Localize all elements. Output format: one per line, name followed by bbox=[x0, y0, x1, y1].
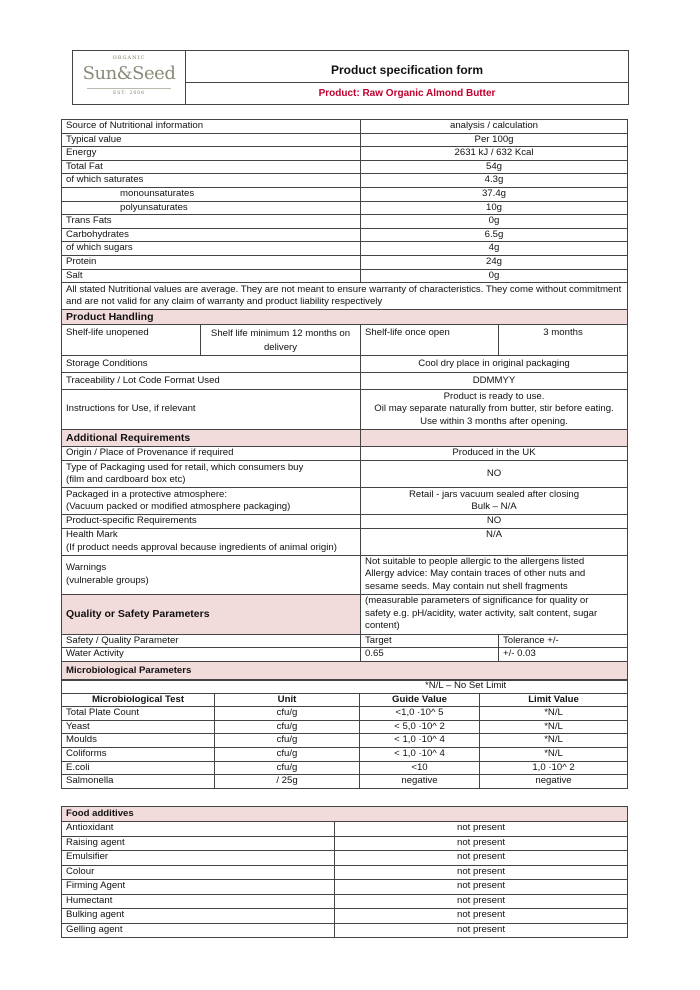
origin-value: Produced in the UK bbox=[361, 447, 628, 461]
header-title-cell bbox=[186, 51, 628, 104]
quality-parameter-header: Safety / Quality Parameter bbox=[62, 634, 361, 648]
nutrition-value: 37.4g bbox=[361, 187, 628, 201]
nutrition-value: 4.3g bbox=[361, 174, 628, 188]
micro-header-guide: Guide Value bbox=[360, 693, 480, 707]
nutrition-row bbox=[62, 215, 628, 229]
product-name: Product: Raw Organic Almond Butter bbox=[318, 88, 496, 99]
header bbox=[72, 50, 629, 105]
nutrition-label: monounsaturates bbox=[62, 187, 361, 201]
nutrition-label: Salt bbox=[62, 269, 361, 283]
section-microbiological: Microbiological Parameters bbox=[62, 661, 628, 680]
table-row bbox=[62, 851, 628, 866]
table-row bbox=[62, 761, 628, 775]
nutrition-label: Typical value bbox=[62, 133, 361, 147]
water-activity-target: 0.65 bbox=[361, 648, 499, 662]
nutrition-value: 6.5g bbox=[361, 228, 628, 242]
nutrition-row bbox=[62, 133, 628, 147]
additive-name: Raising agent bbox=[62, 836, 335, 851]
logo-est-text: EST. 2006 bbox=[112, 91, 146, 96]
nutrition-row bbox=[62, 147, 628, 161]
traceability-value: DDMMYY bbox=[361, 373, 628, 390]
nutrition-row bbox=[62, 201, 628, 215]
micro-test: Coliforms bbox=[62, 747, 215, 761]
instructions-line: Use within 3 months after opening. bbox=[420, 415, 568, 427]
table-row bbox=[62, 865, 628, 880]
warnings-value-line: Not suitable to people allergic to the allergens listed bbox=[365, 555, 585, 567]
micro-header-row bbox=[62, 693, 628, 707]
nutrition-label: Trans Fats bbox=[62, 215, 361, 229]
nutrition-row bbox=[62, 187, 628, 201]
form-title: Product specification form bbox=[186, 51, 628, 83]
health-mark-label-line: Health Mark bbox=[66, 529, 118, 541]
table-row bbox=[62, 720, 628, 734]
quality-target-header: Target bbox=[361, 634, 499, 648]
origin-label: Origin / Place of Provenance if required bbox=[62, 447, 361, 461]
nutrition-label: Protein bbox=[62, 255, 361, 269]
additive-name: Bulking agent bbox=[62, 909, 335, 924]
nutrition-row bbox=[62, 160, 628, 174]
atmosphere-label bbox=[62, 488, 361, 515]
micro-guide: < 1,0 ·10^ 4 bbox=[360, 734, 480, 748]
additive-status: not present bbox=[335, 851, 628, 866]
micro-limit: *N/L bbox=[480, 720, 628, 734]
nutrition-row bbox=[62, 228, 628, 242]
health-mark-value: N/A bbox=[361, 528, 628, 555]
nutrition-label: Total Fat bbox=[62, 160, 361, 174]
warnings-value-line: Allergy advice: May contain traces of other nuts and bbox=[365, 568, 586, 580]
instructions-label: Instructions for Use, if relevant bbox=[62, 390, 361, 430]
micro-limit: *N/L bbox=[480, 707, 628, 721]
table-row bbox=[62, 836, 628, 851]
spec-table bbox=[61, 119, 628, 681]
storage-value: Cool dry place in original packaging bbox=[361, 356, 628, 373]
additive-name: Firming Agent bbox=[62, 880, 335, 895]
micro-limit: *N/L bbox=[480, 734, 628, 748]
section-additional-requirements: Additional Requirements bbox=[62, 430, 361, 447]
micro-guide: <10 bbox=[360, 761, 480, 775]
micro-header-limit: Limit Value bbox=[480, 693, 628, 707]
nutrition-disclaimer: All stated Nutritional values are average. They are not meant to ensure warranty of characteristics. They come without commitment and are not valid for any claim of warranty and product liability respectively bbox=[62, 283, 628, 310]
nutrition-label: Energy bbox=[62, 147, 361, 161]
specific-requirements-label: Product-specific Requirements bbox=[62, 515, 361, 529]
additive-name: Humectant bbox=[62, 894, 335, 909]
table-row bbox=[62, 707, 628, 721]
micro-limit: negative bbox=[480, 775, 628, 789]
logo-divider bbox=[87, 88, 171, 89]
quality-description-line: safety e.g. pH/acidity, water activity, salt content, sugar bbox=[365, 607, 598, 619]
additives-table bbox=[61, 806, 628, 938]
micro-table bbox=[61, 679, 628, 789]
nutrition-value: Per 100g bbox=[361, 133, 628, 147]
instructions-value bbox=[361, 390, 628, 430]
atmosphere-value-bulk: Bulk – N/A bbox=[471, 501, 517, 513]
micro-guide: < 1,0 ·10^ 4 bbox=[360, 747, 480, 761]
nutrition-label: polyunsaturates bbox=[62, 201, 361, 215]
micro-test: E.coli bbox=[62, 761, 215, 775]
traceability-label: Traceability / Lot Code Format Used bbox=[62, 373, 361, 390]
atmosphere-label-note: (Vacuum packed or modified atmosphere packaging) bbox=[66, 501, 291, 513]
packaging-label-line: Type of Packaging used for retail, which consumers buy bbox=[66, 461, 304, 473]
micro-test: Moulds bbox=[62, 734, 215, 748]
micro-guide: <1,0 ·10^ 5 bbox=[360, 707, 480, 721]
table-row bbox=[62, 894, 628, 909]
logo-wordmark: Sun&Seed bbox=[82, 63, 176, 84]
warnings-label bbox=[62, 555, 361, 594]
micro-guide: negative bbox=[360, 775, 480, 789]
micro-unit: cfu/g bbox=[215, 747, 360, 761]
instructions-line: Oil may separate naturally from butter, stir before eating. bbox=[374, 403, 614, 415]
nutrition-row bbox=[62, 120, 628, 134]
section-quality-safety: Quality or Safety Parameters bbox=[62, 594, 361, 634]
table-row bbox=[62, 734, 628, 748]
nutrition-value: 4g bbox=[361, 242, 628, 256]
nutrition-row bbox=[62, 242, 628, 256]
nutrition-row bbox=[62, 269, 628, 283]
additive-status: not present bbox=[335, 923, 628, 938]
micro-limit: 1,0 ·10^ 2 bbox=[480, 761, 628, 775]
health-mark-label-note: (If product needs approval because ingredients of animal origin) bbox=[66, 541, 337, 553]
water-activity-tolerance: +/- 0.03 bbox=[499, 648, 628, 662]
nutrition-label: of which saturates bbox=[62, 174, 361, 188]
quality-description-line: (measurable parameters of significance for quality or bbox=[365, 595, 589, 607]
additive-name: Gelling agent bbox=[62, 923, 335, 938]
additive-status: not present bbox=[335, 865, 628, 880]
storage-label: Storage Conditions bbox=[62, 356, 361, 373]
additive-name: Emulsifier bbox=[62, 851, 335, 866]
nutrition-label: Source of Nutritional information bbox=[62, 120, 361, 134]
micro-unit: cfu/g bbox=[215, 720, 360, 734]
nutrition-row bbox=[62, 255, 628, 269]
micro-unit: cfu/g bbox=[215, 761, 360, 775]
section-food-additives: Food additives bbox=[62, 807, 628, 822]
table-row bbox=[62, 775, 628, 789]
micro-unit: cfu/g bbox=[215, 734, 360, 748]
nutrition-value: analysis / calculation bbox=[361, 120, 628, 134]
warnings-label-note: (vulnerable groups) bbox=[66, 574, 149, 586]
additive-status: not present bbox=[335, 822, 628, 837]
atmosphere-value bbox=[361, 488, 628, 515]
micro-test: Yeast bbox=[62, 720, 215, 734]
nutrition-label: Carbohydrates bbox=[62, 228, 361, 242]
additive-status: not present bbox=[335, 880, 628, 895]
micro-limit: *N/L bbox=[480, 747, 628, 761]
packaging-value: NO bbox=[361, 461, 628, 488]
additive-status: not present bbox=[335, 836, 628, 851]
micro-guide: < 5,0 ·10^ 2 bbox=[360, 720, 480, 734]
logo-organic-text: ORGANIC bbox=[112, 55, 146, 61]
health-mark-label bbox=[62, 528, 361, 555]
additive-status: not present bbox=[335, 909, 628, 924]
additive-name: Colour bbox=[62, 865, 335, 880]
shelf-life-open-value: 3 months bbox=[499, 325, 628, 356]
instructions-line: Product is ready to use. bbox=[443, 390, 545, 402]
brand-logo bbox=[73, 51, 186, 104]
shelf-life-unopened-value: Shelf life minimum 12 months on delivery bbox=[201, 325, 361, 356]
warnings-label-line: Warnings bbox=[66, 562, 107, 574]
micro-test: Salmonella bbox=[62, 775, 215, 789]
table-row bbox=[62, 909, 628, 924]
nutrition-label: of which sugars bbox=[62, 242, 361, 256]
water-activity-label: Water Activity bbox=[62, 648, 361, 662]
additive-status: not present bbox=[335, 894, 628, 909]
nutrition-row bbox=[62, 174, 628, 188]
warnings-value bbox=[361, 555, 628, 594]
quality-description bbox=[361, 594, 628, 634]
micro-header-test: Microbiological Test bbox=[62, 693, 215, 707]
nutrition-value: 2631 kJ / 632 Kcal bbox=[361, 147, 628, 161]
table-row bbox=[62, 880, 628, 895]
packaging-label bbox=[62, 461, 361, 488]
micro-test: Total Plate Count bbox=[62, 707, 215, 721]
quality-description-line: content) bbox=[365, 620, 400, 632]
nutrition-value: 10g bbox=[361, 201, 628, 215]
table-row bbox=[62, 923, 628, 938]
micro-unit: / 25g bbox=[215, 775, 360, 789]
section-product-handling: Product Handling bbox=[62, 310, 628, 325]
packaging-label-note: (film and cardboard box etc) bbox=[66, 474, 186, 486]
nutrition-value: 0g bbox=[361, 269, 628, 283]
quality-tolerance-header: Tolerance +/- bbox=[499, 634, 628, 648]
nutrition-value: 54g bbox=[361, 160, 628, 174]
atmosphere-value-retail: Retail - jars vacuum sealed after closing bbox=[408, 488, 580, 500]
specific-requirements-value: NO bbox=[361, 515, 628, 529]
micro-no-limit-note: *N/L – No Set Limit bbox=[62, 680, 628, 694]
warnings-value-line: sesame seeds. May contain nut shell fragments bbox=[365, 580, 568, 592]
micro-header-unit: Unit bbox=[215, 693, 360, 707]
additive-name: Antioxidant bbox=[62, 822, 335, 837]
micro-unit: cfu/g bbox=[215, 707, 360, 721]
nutrition-value: 24g bbox=[361, 255, 628, 269]
nutrition-value: 0g bbox=[361, 215, 628, 229]
shelf-life-unopened-label: Shelf-life unopened bbox=[62, 325, 201, 356]
shelf-life-open-label: Shelf-life once open bbox=[361, 325, 499, 356]
atmosphere-label-line: Packaged in a protective atmosphere: bbox=[66, 488, 228, 500]
table-row bbox=[62, 747, 628, 761]
table-row bbox=[62, 822, 628, 837]
